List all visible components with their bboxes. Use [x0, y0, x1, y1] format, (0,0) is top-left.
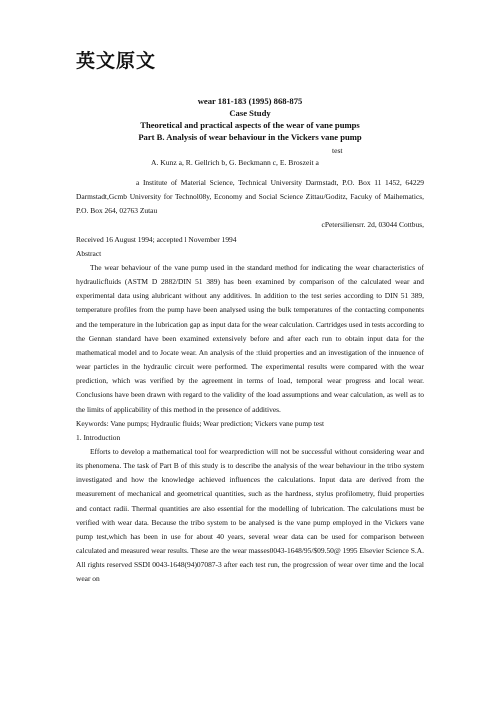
- affiliation-text: a Institute of Material Science, Technical University Darmstadt, P.O. Box 11 1452, 64229 Darmstadt,Gcmb University for Technol08y, Economy and Social Science Zittau/Goditz, Facuky of Maihematics, P.O. Box 264, 02763 Zutau: [76, 178, 424, 216]
- author-list: A. Kunz a, R. Gellrich b, G. Beckmann c, E. Broszeit a: [151, 158, 319, 167]
- citation: wear 181-183 (1995) 868-875: [197, 96, 303, 106]
- case-study-label: Case Study: [229, 108, 271, 118]
- affiliation-address: cPetersiliensrr. 2d, 03044 Cottbus,: [321, 220, 424, 230]
- section-heading: 1. Introduction: [76, 432, 121, 442]
- abstract-paragraph: The wear behaviour of the vane pump used in the standard method for indicating the wear characteristics of hydraulicfluids (ASTM D 2882/DIN 51 389) has been examined by comparison of the calculated wear and experimental data using alubricant without any additives. In addition to the test series according to DIN 51 389, temperature profiles from the pump have been analysed using the bulk temperatures of the contacting components and the temperature in the lubrication gap as input data for the wear calculation. Cartridges used in tests according to the Gennan standard have been examined extensively before and after each run to obtain input data for the mathematical model and to Jocate wear. An analysis of the :tluid properties and an investigation of the innuence of wear particles in the hydraulic circuit were performed. The experimental results were compared with the wear prediction, which was verified by the agreement in terms of load, temporal wear progress and local wear. Conclusions have been drawn with regard to the validity of the load assumptions and wear calculation, as well as to the limits of applicability of this method in the presence of additives.: [76, 262, 424, 414]
- abstract-label: Abstract: [76, 248, 102, 258]
- keywords-line: Keywords: Vane pumps; Hydraulic fluids; Wear prediction; Vickers vane pump test: [76, 418, 325, 428]
- page-heading: 英文原文: [76, 50, 157, 72]
- test-label: test: [332, 146, 343, 155]
- received-dates: Received 16 August 1994; accepted l November 1994: [76, 234, 237, 244]
- paper-title: Theoretical and practical aspects of the wear of vane pumps: [140, 120, 360, 130]
- document-body: [76, 176, 424, 587]
- intro-paragraph: Efforts to develop a mathematical tool for wearprediction will not be successful without considering wear and its phenomena. The task of Part B of this study is to describe the analysis of the wear behaviour in the tribo system investigated and how the knowledge achieved influences the calculations. Input data are derived from the measurement of mechanical and geometrical quantities, such as the hardness, stylus profilometry, fluid properties and contact radii. Thermal quantities are also essential for the modelling of lubrication. The calculations must be verified with wear data. Because the tribo system to be analysed is the vane pump employed in the Vickers vane pump test,which has been in use for about 40 years, several wear data can be used for comparison between calculated and measured wear results. These are the wear masses0043-1648/95/$09.50@ 1995 Elsevier Science S.A. All rights reserved SSDI 0043-1648(94)07087-3 after each test run, the progrcssion of wear over time and the local wear on: [76, 446, 424, 584]
- paper-subtitle: Part B. Analysis of wear behaviour in the Vickers vane pump: [138, 132, 362, 142]
